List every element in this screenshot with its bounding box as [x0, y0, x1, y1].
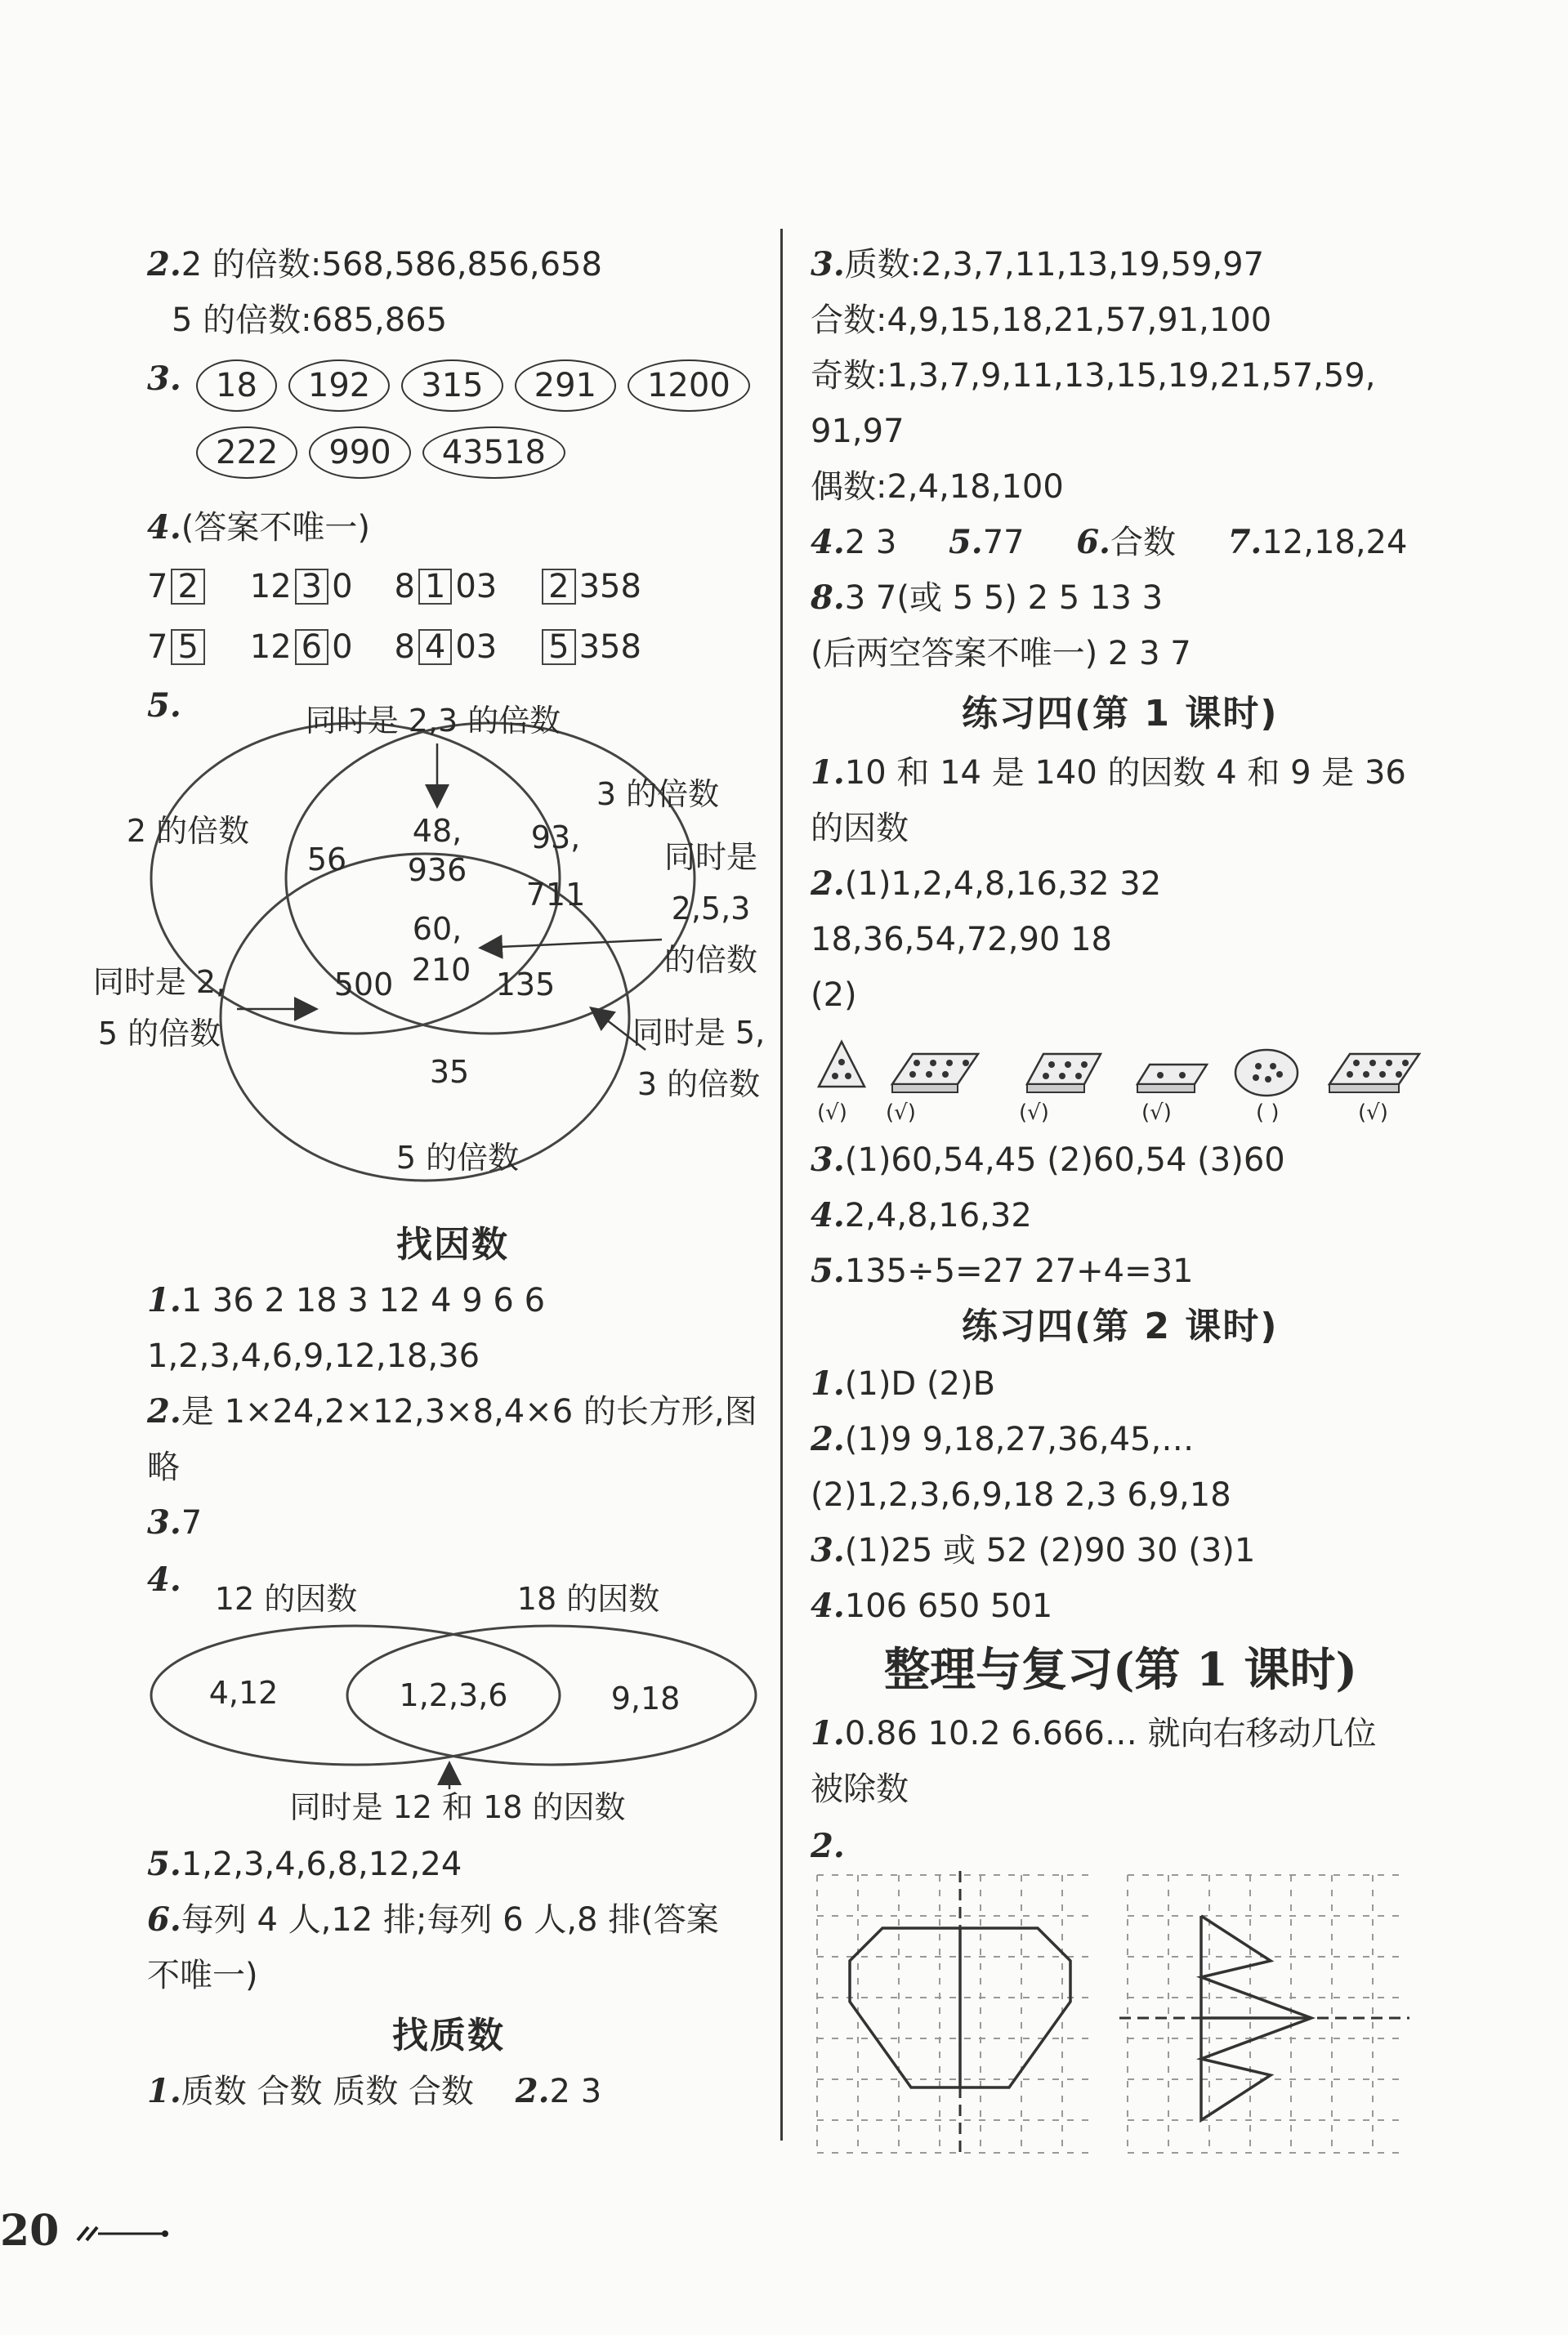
h1-line1: 1.0.86 10.2 6.666… 就向右移动几位	[811, 1714, 1377, 1752]
check-mark-label: (√)	[1358, 1101, 1388, 1123]
label-multiples-of-2: 2 的倍数	[126, 813, 250, 849]
digit-box: 4	[418, 629, 452, 665]
oval-number: 1200	[628, 359, 750, 412]
right-dotted-grid	[1128, 1875, 1405, 2153]
label-multiples-of-3: 3 的倍数	[596, 776, 720, 812]
q3-ovals-row1	[196, 359, 750, 412]
q4-row1: 7 2 12 3 0 8 1 03 2 358	[147, 568, 641, 605]
check-mark-label: ( )	[1256, 1101, 1280, 1123]
e1-line1: 1.10 和 14 是 140 的因数 4 和 9 是 36	[811, 753, 1406, 792]
oval-number: 990	[309, 426, 410, 479]
label-multiples-of-5: 5 的倍数	[395, 1140, 520, 1176]
h1-line2: 被除数	[811, 1770, 909, 1808]
r3-line4: 91,97	[811, 413, 905, 450]
g2-line2: (2)1,2,3,6,9,18 2,3 6,9,18	[811, 1476, 1231, 1514]
label-all-three-3: 的倍数	[663, 942, 758, 978]
section-heading-review-lesson1: 整理与复习(第 1 课时)	[884, 1643, 1357, 1697]
q3-number: 3.	[147, 359, 181, 398]
q2-line2: 5 的倍数:685,865	[172, 301, 448, 339]
digit-box: 5	[171, 629, 204, 665]
region-2-and-3-line2: 936	[407, 852, 467, 888]
e2-line2: 18,36,54,72,90 18	[811, 921, 1112, 958]
digit-box: 5	[542, 629, 575, 665]
e5-line: 5.135÷5=27 27+4=31	[811, 1252, 1194, 1290]
section-heading-find-primes: 找质数	[392, 2015, 505, 2056]
box-shape-icon	[1027, 1054, 1101, 1092]
oval-number: 192	[288, 359, 390, 412]
f4-number: 4.	[147, 1560, 181, 1599]
e3-line: 3.(1)60,54,45 (2)60,54 (3)60	[811, 1141, 1285, 1179]
tray-shape-icon	[892, 1054, 978, 1092]
r4-7-line: 4.2 3 5.77 6.合数 7.12,18,24	[811, 523, 1408, 561]
label-multiples-of-5-and-3-2: 3 的倍数	[637, 1066, 761, 1102]
f5-line: 5.1,2,3,4,6,8,12,24	[147, 1845, 462, 1883]
region-2-and-5: 500	[333, 967, 394, 1002]
f6-line1: 6.每列 4 人,12 排;每列 6 人,8 排(答案	[147, 1900, 719, 1939]
check-mark-label: (√)	[817, 1101, 847, 1123]
page-footer	[0, 2206, 172, 2256]
venn-diagram-multiples	[82, 694, 784, 1201]
q2-line1: 2.2 的倍数:568,586,856,658	[147, 245, 602, 284]
r8-line1: 8.3 7(或 5 5) 2 5 13 3	[811, 578, 1164, 617]
label-multiples-of-2-and-5-1: 同时是 2,	[92, 964, 226, 1000]
g4-line: 4.106 650 501	[811, 1587, 1053, 1625]
check-mark-label: (√)	[1141, 1101, 1172, 1123]
label-common-factors: 同时是 12 和 18 的因数	[289, 1789, 626, 1825]
shape-choices-row	[811, 1025, 1432, 1123]
region-common-factors: 1,2,3,6	[399, 1677, 508, 1713]
footer-decoration-icon	[74, 2222, 172, 2247]
oval-number: 315	[401, 359, 503, 412]
h2-number: 2.	[811, 1827, 845, 1865]
round-plate-shape-icon	[1235, 1050, 1298, 1096]
r8-line2: (后两空答案不唯一) 2 3 7	[811, 635, 1191, 672]
large-tray-shape-icon	[1329, 1054, 1419, 1092]
triangle-shape-icon	[819, 1042, 864, 1087]
e2-line1: 2.(1)1,2,4,8,16,32 32	[811, 864, 1162, 903]
f3-line: 3.7	[147, 1503, 203, 1542]
oval-number: 18	[196, 359, 277, 412]
r3-line1: 3.质数:2,3,7,11,13,19,59,97	[811, 245, 1265, 284]
region-all-line2: 210	[411, 952, 471, 988]
grid-symmetry-figures	[809, 1867, 1414, 2169]
arrow	[482, 940, 662, 948]
label-factors-of-12: 12 的因数	[214, 1581, 358, 1617]
section-heading-exercise4-lesson1: 练习四(第 1 课时)	[962, 693, 1279, 734]
f1-line1: 1.1 36 2 18 3 12 4 9 6 6	[147, 1281, 546, 1319]
section-heading-find-factors: 找因数	[396, 1224, 509, 1266]
region-all-line1: 60,	[412, 911, 462, 947]
digit-box: 2	[542, 569, 575, 605]
q4-row2: 7 5 12 6 0 8 4 03 5 358	[147, 628, 641, 666]
e4-line: 4.2,4,8,16,32	[811, 1196, 1032, 1234]
label-all-three-1: 同时是	[663, 839, 758, 875]
e1-line2: 的因数	[811, 810, 909, 847]
r3-line2: 合数:4,9,15,18,21,57,91,100	[811, 301, 1272, 339]
g2-line1: 2.(1)9 9,18,27,36,45,…	[811, 1420, 1195, 1458]
digit-box: 6	[295, 629, 328, 665]
r3-line3: 奇数:1,3,7,9,11,13,15,19,21,57,59,	[811, 357, 1376, 395]
label-multiples-of-2-and-5-2: 5 的倍数	[97, 1016, 221, 1051]
region-only-5: 35	[429, 1054, 470, 1090]
oval-number: 291	[515, 359, 616, 412]
check-mark-label: (√)	[1019, 1101, 1049, 1123]
region-only-12: 4,12	[208, 1675, 279, 1711]
digit-box: 2	[171, 569, 204, 605]
r3-line5: 偶数:2,4,18,100	[811, 468, 1064, 506]
f6-line2: 不唯一)	[147, 1957, 258, 1994]
check-mark-label: (√)	[886, 1101, 916, 1123]
region-only-2: 56	[306, 842, 347, 877]
region-5-and-3: 135	[495, 967, 556, 1002]
g1-line: 1.(1)D (2)B	[811, 1364, 996, 1403]
p1-line: 1.质数 合数 质数 合数 2.2 3	[147, 2072, 602, 2110]
domino-shape-icon	[1137, 1065, 1207, 1092]
label-all-three-2: 2,5,3	[671, 891, 751, 926]
label-multiples-of-5-and-3-1: 同时是 5,	[632, 1015, 766, 1051]
venn-diagram-factors	[147, 1569, 776, 1830]
region-only-3-line2: 711	[525, 877, 586, 913]
f1-line2: 1,2,3,4,6,9,12,18,36	[147, 1337, 480, 1375]
label-multiples-of-2-and-3: 同时是 2,3 的倍数	[305, 703, 561, 739]
page-number: 20	[0, 2206, 60, 2256]
region-2-and-3-line1: 48,	[412, 813, 462, 849]
q3-ovals-row2	[196, 426, 565, 479]
q5-number: 5.	[147, 686, 181, 725]
g3-line: 3.(1)25 或 52 (2)90 30 (3)1	[811, 1531, 1256, 1569]
region-only-3-line1: 93,	[530, 819, 581, 855]
digit-box: 3	[295, 569, 328, 605]
e2-line3: (2)	[811, 976, 857, 1014]
section-heading-exercise4-lesson2: 练习四(第 2 课时)	[962, 1306, 1279, 1347]
oval-number: 222	[196, 426, 297, 479]
digit-box: 1	[418, 569, 452, 605]
region-only-18: 9,18	[610, 1681, 681, 1717]
oval-number: 43518	[422, 426, 565, 479]
q4-note: 4.(答案不唯一)	[147, 508, 370, 547]
label-factors-of-18: 18 的因数	[516, 1581, 660, 1617]
f2-line1: 2.是 1×24,2×12,3×8,4×6 的长方形,图	[147, 1392, 757, 1431]
f2-line2: 略	[147, 1449, 180, 1486]
